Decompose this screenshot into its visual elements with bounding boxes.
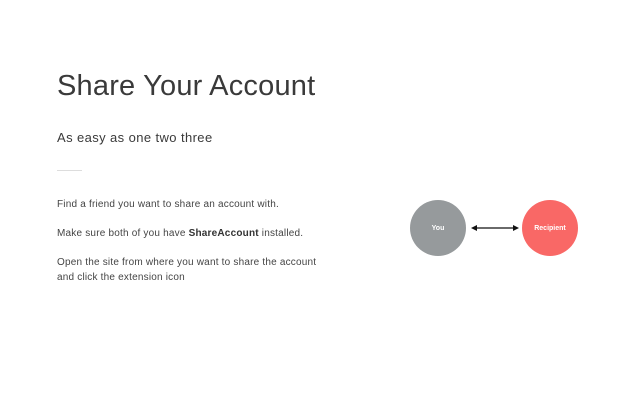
instruction-steps — [57, 197, 317, 299]
you-node — [410, 200, 466, 256]
step-find-friend: Find a friend you want to share an account with. — [57, 199, 279, 210]
step-install-extension — [57, 226, 317, 241]
sharing-diagram — [410, 200, 580, 258]
step-open-site: Open the site from where you want to share the account and click the extension icon — [57, 257, 317, 283]
step-install-text-suffix: installed. — [258, 228, 304, 239]
step-install-text-prefix: Make sure both of you have — [57, 228, 189, 239]
recipient-node — [522, 200, 578, 256]
page-subtitle: As easy as one two three — [57, 130, 213, 145]
double-headed-arrow-icon — [471, 222, 519, 234]
page-title: Share Your Account — [57, 70, 316, 102]
you-node-label: You — [431, 224, 445, 232]
section-divider — [57, 170, 82, 171]
extension-name: ShareAccount — [188, 228, 259, 239]
recipient-node-label: Recipient — [534, 224, 566, 232]
